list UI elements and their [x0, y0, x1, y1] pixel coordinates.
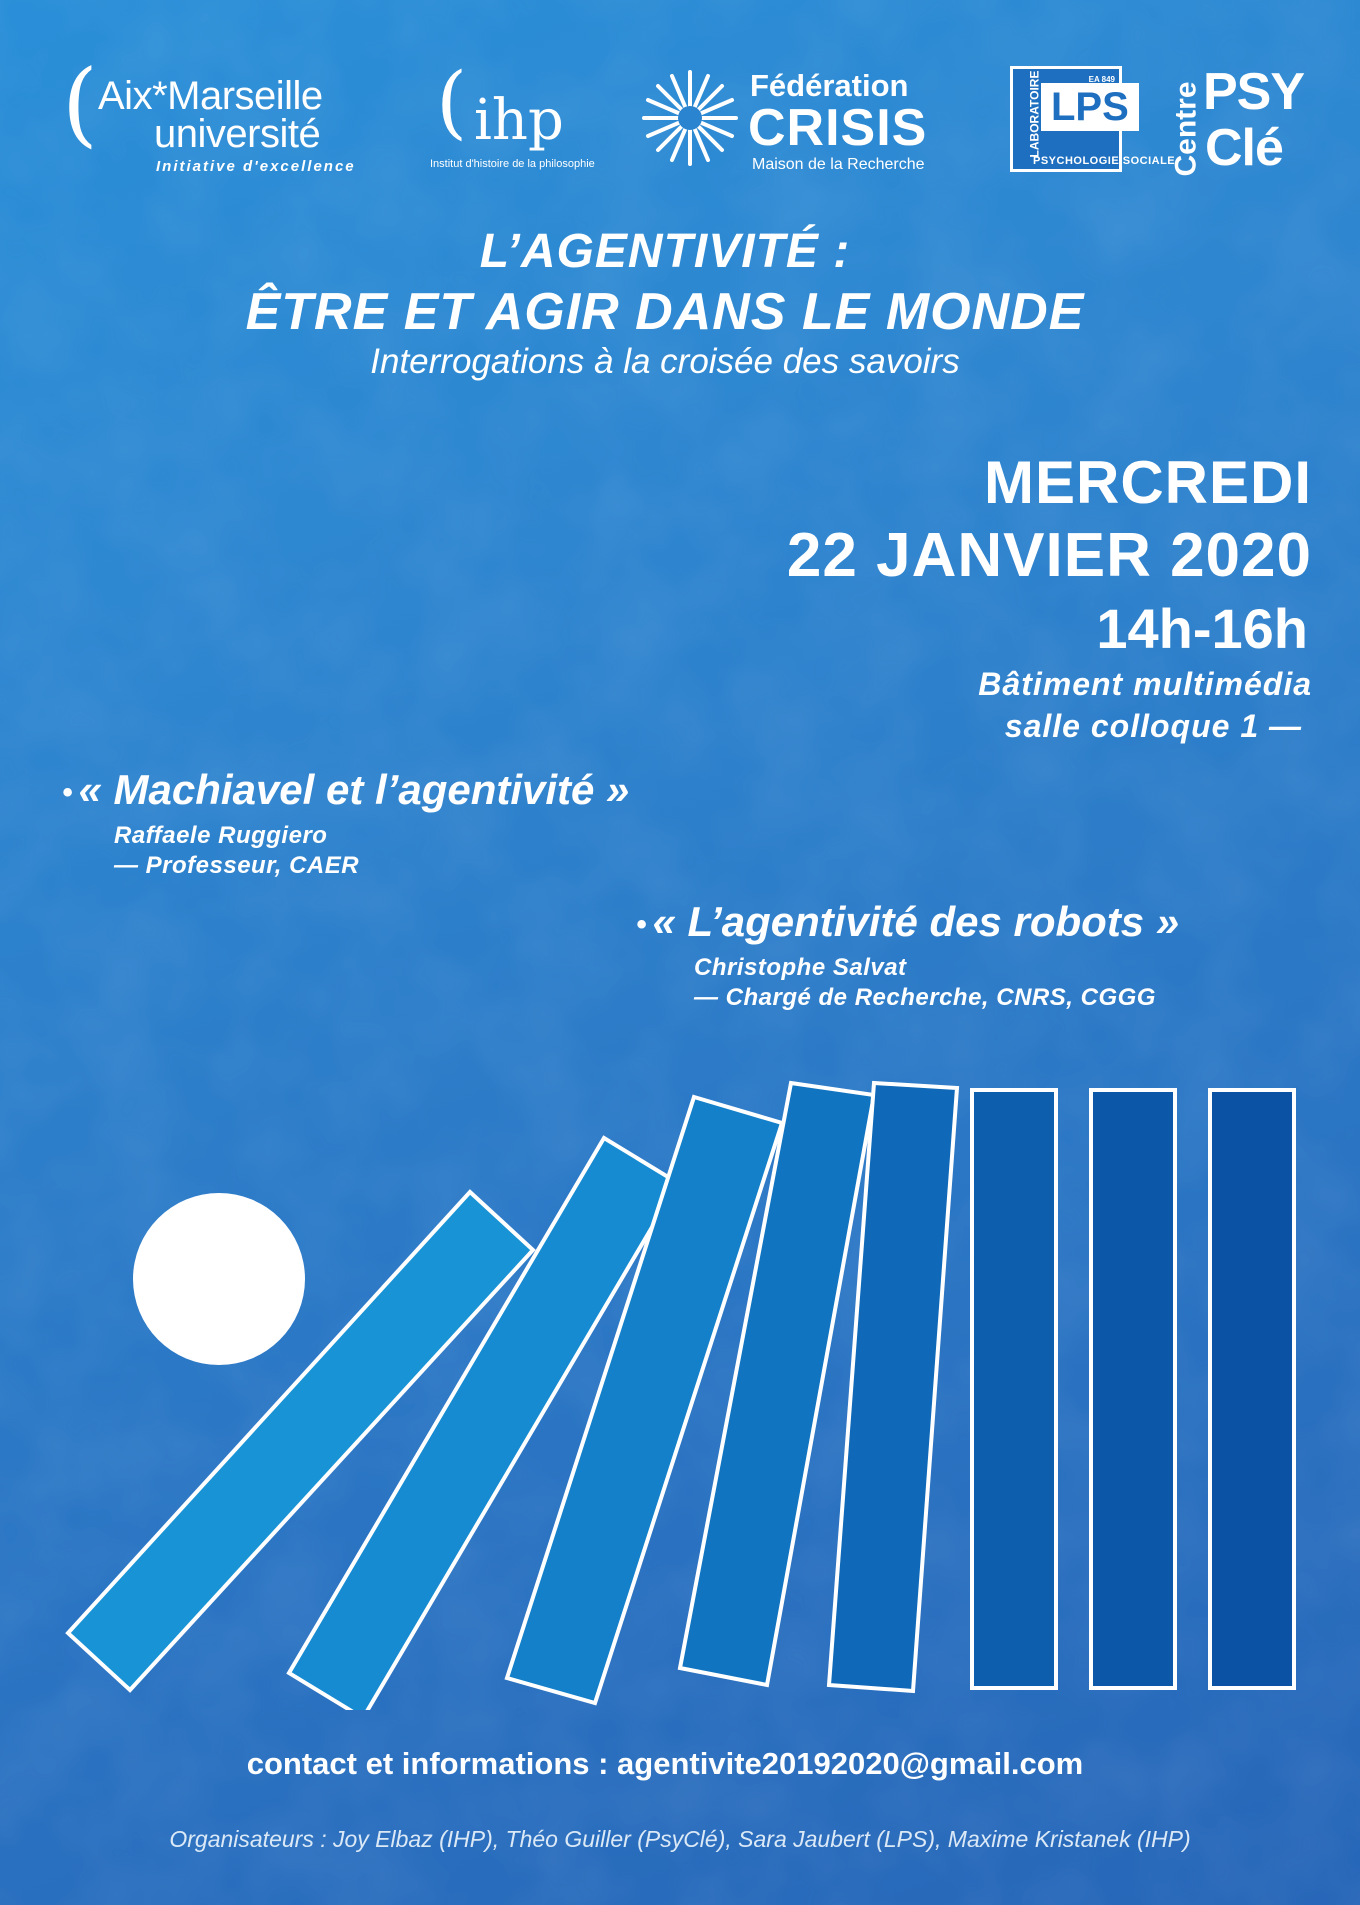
sun-circle [133, 1193, 305, 1365]
talk-2-affiliation: — Chargé de Recherche, CNRS, CGGG [694, 984, 1156, 1011]
talk-2-title [636, 898, 1179, 946]
organizers: Organisateurs : Joy Elbaz (IHP), Théo Guiller (PsyClé), Sara Jaubert (LPS), Maxime Kristanek (IHP) [169, 1826, 1191, 1852]
event-date: 22 JANVIER 2020 [786, 521, 1312, 590]
lps-bottom-label: PSYCHOLOGIE SOCIALE [1033, 155, 1176, 167]
psycle-top: PSY [1203, 63, 1305, 121]
crisis-line1: Fédération [750, 68, 909, 103]
title-line1: L’AGENTIVITÉ : [479, 225, 851, 278]
psycle-bottom: Clé [1205, 119, 1283, 177]
starburst-icon [640, 68, 740, 168]
talk-2-title-text: « L’agentivité des robots » [652, 898, 1180, 945]
amu-line1: Aix*Marseille [98, 74, 323, 118]
location-line2: salle colloque 1 — [1004, 708, 1302, 744]
contact-info: contact et informations : agentivite20192020@gmail.com [246, 1746, 1084, 1781]
lps-logo [1010, 66, 1176, 172]
title-line2: ÊTRE ET AGIR DANS LE MONDE [245, 283, 1085, 341]
ihp-bracket-icon: ( [436, 55, 468, 148]
talk-1-speaker: Raffaele Ruggiero [114, 822, 328, 849]
lps-initials: LPS [1041, 83, 1139, 131]
event-time: 14h-16h [1096, 597, 1308, 660]
lps-vertical-label: LABORATOIRE [1027, 70, 1042, 158]
crisis-logo [640, 68, 960, 178]
talk-2-speaker: Christophe Salvat [694, 954, 907, 981]
talk-1-affiliation: — Professeur, CAER [114, 852, 360, 879]
ihp-logo [430, 55, 600, 176]
event-day: MERCREDI [983, 449, 1312, 516]
crisis-line2: CRISIS [748, 99, 928, 157]
ihp-name: ihp [474, 88, 564, 153]
bullet-icon: • [62, 775, 73, 809]
domino-6 [972, 1090, 1056, 1688]
talk-1-title [62, 766, 629, 814]
dominoes-illustration [0, 1050, 1360, 1710]
location-line1: Bâtiment multimédia [978, 666, 1312, 702]
psycle-logo [1165, 62, 1305, 180]
amu-line3: Initiative d'excellence [156, 158, 356, 175]
lps-code: EA 849 [1088, 75, 1115, 84]
domino-8 [1210, 1090, 1294, 1688]
aix-marseille-logo [62, 50, 392, 181]
amu-line2: université [154, 112, 321, 156]
crisis-line3: Maison de la Recherche [752, 156, 925, 173]
bullet-icon: • [636, 907, 647, 941]
psycle-vertical: Centre [1169, 81, 1203, 177]
amu-bracket-icon: ( [62, 50, 98, 157]
domino-7 [1091, 1090, 1175, 1688]
talk-1-title-text: « Machiavel et l’agentivité » [78, 766, 630, 813]
ihp-subtitle: Institut d'histoire de la philosophie [430, 158, 595, 170]
subtitle: Interrogations à la croisée des savoirs [370, 342, 960, 381]
